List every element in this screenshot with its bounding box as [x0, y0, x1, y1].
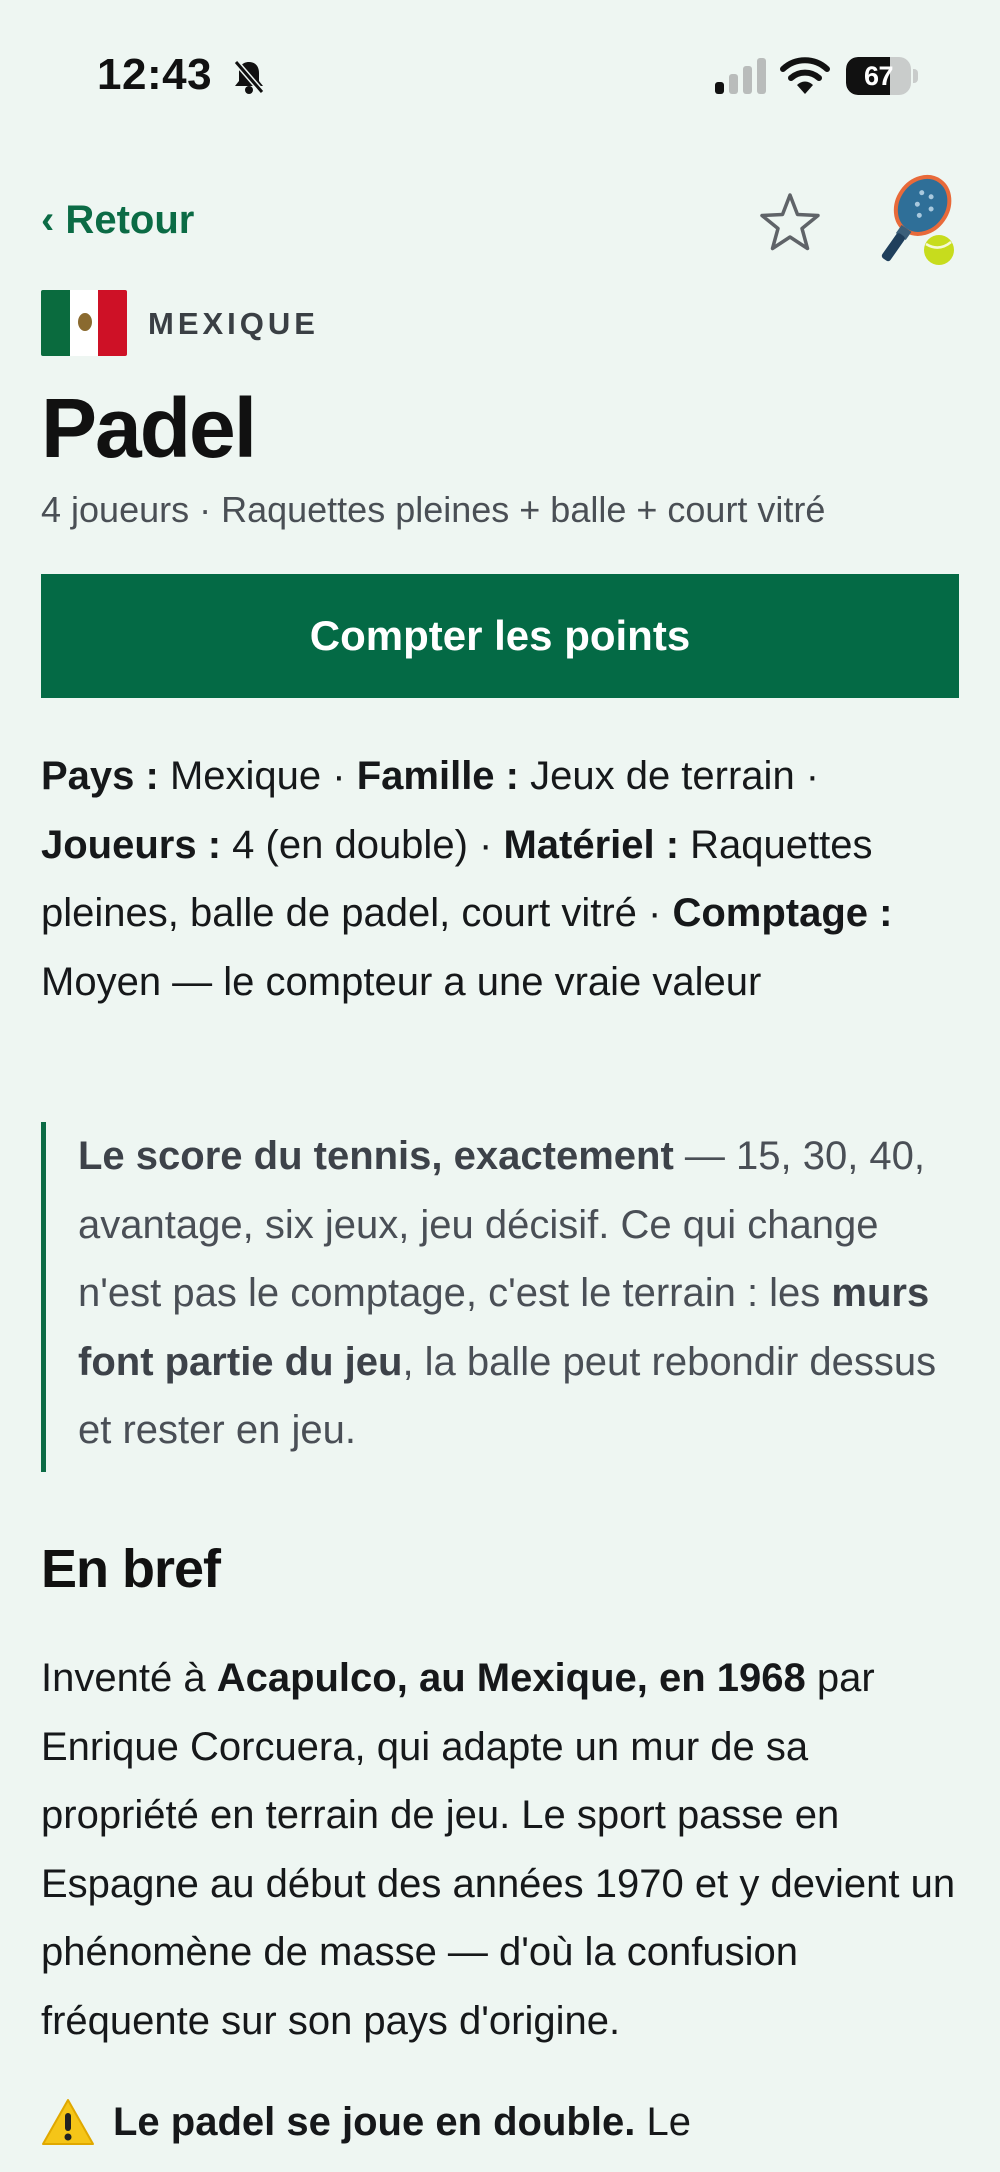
brief-bold-1: Acapulco, au Mexique, en 1968	[216, 1656, 806, 1700]
game-subtitle: 4 joueurs · Raquettes pleines + balle + court vitré	[41, 489, 826, 530]
game-info	[41, 742, 971, 1016]
warning-note	[41, 2088, 971, 2157]
info-pays-label: Pays :	[41, 754, 159, 798]
quote-text-2: , la balle peut rebondir dessus et rester en jeu.	[78, 1339, 937, 1452]
padel-racket-icon	[863, 172, 963, 272]
count-points-button[interactable]: Compter les points	[41, 574, 959, 698]
warning-bold: Le padel se joue en double.	[113, 2100, 636, 2144]
info-famille-label: Famille :	[356, 754, 519, 798]
warning-icon	[41, 2097, 95, 2147]
info-famille-value: Jeux de terrain ·	[518, 754, 820, 798]
info-materiel-value: Raquettes pleines, balle de padel, court vitré ·	[41, 822, 873, 935]
back-button[interactable]: ‹ Retour	[41, 198, 195, 242]
country-label: MEXIQUE	[148, 306, 319, 341]
info-joueurs-value: 4 (en double) ·	[221, 822, 504, 867]
brief-text-1: Inventé à	[41, 1656, 217, 1700]
bell-slash-icon	[229, 56, 269, 96]
star-icon[interactable]	[757, 190, 823, 256]
status-time: 12:43	[97, 50, 213, 99]
info-comptage-value: Moyen — le compteur a une vraie valeur	[41, 959, 762, 1004]
brief-text-2: par Enrique Corcuera, qui adapte un mur de sa propriété en terrain de jeu. Le sport passe en Espagne au début des années 1970 et y devient un phénomène de masse — d'où la confusion fréquente sur son pays d'origine.	[41, 1656, 956, 2043]
brief-paragraph	[41, 1644, 971, 2055]
quote-bold-1: Le score du tennis, exactement	[78, 1134, 674, 1178]
info-materiel-label: Matériel :	[503, 822, 680, 867]
section-title-en-bref: En bref	[41, 1539, 221, 1599]
status-bar	[0, 0, 1000, 150]
quote-text-1: — 15, 30, 40, avantage, six jeux, jeu décisif. Ce qui change n'est pas le comptage, c'est le terrain : les	[78, 1134, 926, 1315]
page-title: Padel	[41, 381, 256, 475]
warning-text: Le	[635, 2100, 691, 2144]
signal-icon	[715, 58, 767, 94]
battery-level: 67	[863, 61, 894, 91]
mexico-flag-icon	[41, 290, 127, 356]
info-joueurs-label: Joueurs :	[41, 822, 222, 867]
scoring-quote	[41, 1122, 971, 1472]
info-comptage-label: Comptage :	[672, 891, 893, 935]
info-pays-value: Mexique ·	[158, 754, 357, 798]
wifi-icon	[780, 56, 830, 96]
battery-icon	[846, 57, 918, 95]
quote-bold-2: murs font partie du jeu	[78, 1271, 930, 1384]
